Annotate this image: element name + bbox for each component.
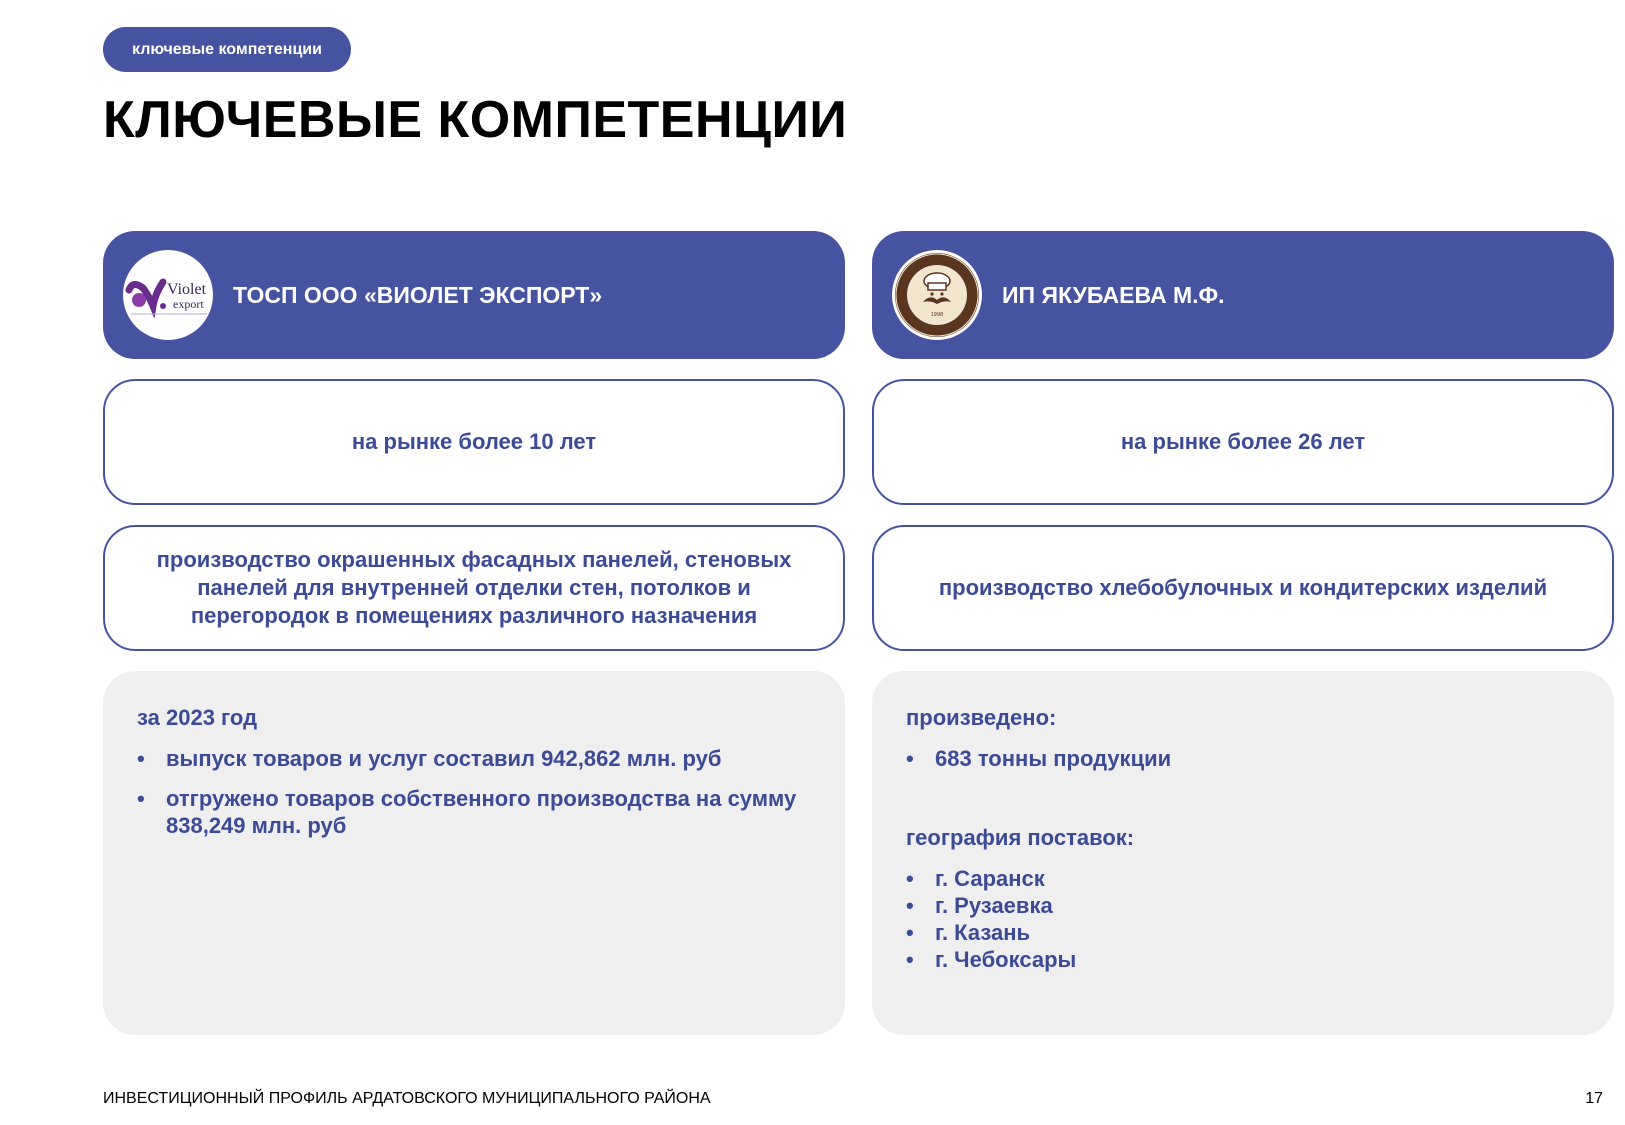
geo-list [906, 865, 1580, 973]
activity-card [872, 525, 1614, 651]
page-title: КЛЮЧЕВЫЕ КОМПЕТЕНЦИИ [103, 91, 848, 149]
activity-text: производство хлебобулочных и кондитерских изделий [938, 575, 1548, 600]
experience-card [103, 379, 845, 505]
company-header-card [103, 231, 845, 359]
experience-text: на рынке более 26 лет [1120, 429, 1366, 454]
list-item: • г. Саранск [906, 865, 1580, 892]
experience-text: на рынке более 10 лет [351, 429, 597, 454]
svg-text:Violet: Violet [167, 281, 207, 298]
produced-lead: произведено: [906, 705, 1057, 730]
activity-card [103, 525, 845, 651]
page-number: 17 [1585, 1090, 1603, 1107]
violet-export-logo [123, 250, 213, 340]
list-item: • отгружено товаров собственного производства на сумму 838,249 млн. руб [137, 785, 811, 839]
company-header-card [872, 231, 1614, 359]
section-tag: ключевые компетенции [103, 27, 351, 72]
svg-text:export: export [173, 297, 204, 311]
stats-lead: за 2023 год [137, 705, 258, 730]
svg-text:1998: 1998 [930, 312, 944, 318]
production-card [872, 671, 1614, 1035]
experience-card [872, 379, 1614, 505]
company-column-violet-export [103, 231, 845, 1035]
activity-text: производство окрашенных фасадных панелей, стеновых панелей для внутренней отделки стен, потолков и перегородок в помещениях различного назначения [156, 547, 792, 628]
ardatovsky-pekar-logo [892, 250, 982, 340]
list-item: • выпуск товаров и услуг составил 942,862 млн. руб [137, 745, 811, 772]
list-item: • г. Казань [906, 919, 1580, 946]
stats-list [137, 745, 811, 839]
company-name: ТОСП ООО «ВИОЛЕТ ЭКСПОРТ» [233, 281, 603, 308]
produced-list [906, 745, 1580, 772]
footer-text: ИНВЕСТИЦИОННЫЙ ПРОФИЛЬ АРДАТОВСКОГО МУНИЦИПАЛЬНОГО РАЙОНА [103, 1090, 711, 1107]
company-name: ИП ЯКУБАЕВА М.Ф. [1002, 281, 1225, 308]
stats-card [103, 671, 845, 1035]
company-column-yakubaeva [872, 231, 1614, 1035]
geo-lead: география поставок: [906, 825, 1135, 850]
list-item: • г. Рузаевка [906, 892, 1580, 919]
list-item: • г. Чебоксары [906, 946, 1580, 973]
list-item: • 683 тонны продукции [906, 745, 1580, 772]
